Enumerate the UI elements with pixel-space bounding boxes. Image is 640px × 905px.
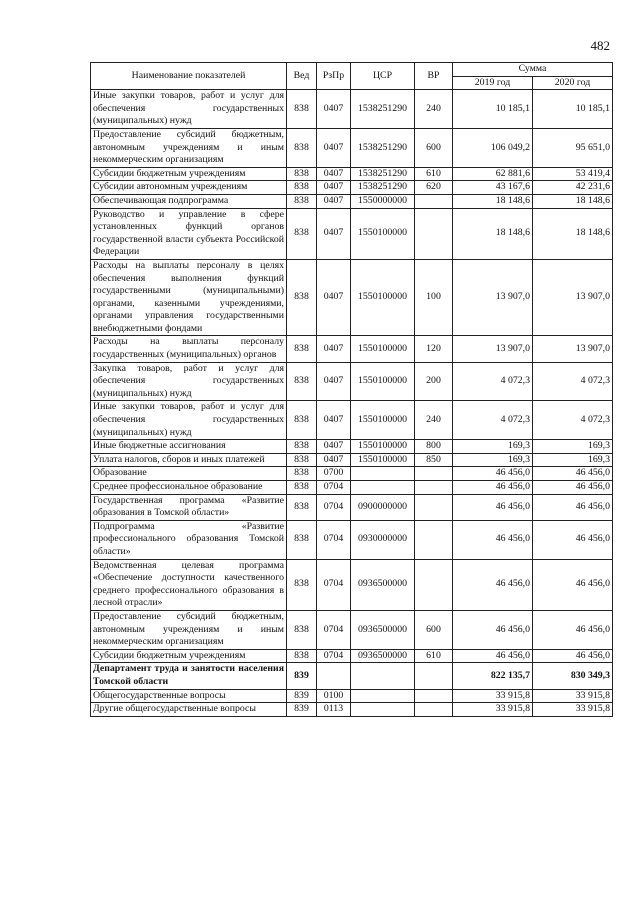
cell-2019: 46 456,0: [453, 520, 533, 559]
cell-ved: 838: [287, 208, 317, 259]
cell-name: Предоставление субсидий бюджетным, автономным учреждениям и иным некоммерческим организациям: [91, 610, 287, 649]
cell-csr: 1550100000: [351, 401, 415, 440]
cell-2020: 46 456,0: [533, 494, 613, 520]
cell-2019: 18 148,6: [453, 208, 533, 259]
cell-rzpr: 0407: [317, 90, 351, 129]
cell-2020: 4 072,3: [533, 401, 613, 440]
cell-vr: 800: [415, 440, 453, 454]
cell-csr: 1538251290: [351, 167, 415, 181]
header-sum: Сумма: [453, 63, 613, 77]
cell-csr: 0900000000: [351, 494, 415, 520]
header-2020: 2020 год: [533, 76, 613, 90]
cell-vr: 620: [415, 181, 453, 195]
cell-csr: [351, 467, 415, 481]
cell-rzpr: 0704: [317, 494, 351, 520]
cell-vr: [415, 663, 453, 689]
cell-rzpr: 0407: [317, 167, 351, 181]
cell-2020: 95 651,0: [533, 128, 613, 167]
cell-ved: 839: [287, 663, 317, 689]
cell-ved: 838: [287, 649, 317, 663]
cell-name: Иные закупки товаров, работ и услуг для обеспечения государственных (муниципальных) нужд: [91, 90, 287, 129]
cell-2020: 13 907,0: [533, 259, 613, 336]
cell-ved: 838: [287, 467, 317, 481]
cell-csr: 1538251290: [351, 128, 415, 167]
table-row: [91, 520, 613, 559]
cell-ved: 838: [287, 259, 317, 336]
cell-2019: 18 148,6: [453, 194, 533, 208]
cell-2019: 46 456,0: [453, 467, 533, 481]
cell-csr: 0930000000: [351, 520, 415, 559]
cell-rzpr: 0704: [317, 649, 351, 663]
cell-vr: 240: [415, 401, 453, 440]
cell-rzpr: 0407: [317, 128, 351, 167]
cell-rzpr: 0704: [317, 520, 351, 559]
cell-name: Субсидии бюджетным учреждениям: [91, 167, 287, 181]
cell-2019: 33 915,8: [453, 689, 533, 703]
cell-vr: 100: [415, 259, 453, 336]
table-row: [91, 467, 613, 481]
cell-csr: 1550100000: [351, 453, 415, 467]
cell-csr: [351, 481, 415, 495]
cell-name: Государственная программа «Развитие образования в Томской области»: [91, 494, 287, 520]
cell-ved: 838: [287, 481, 317, 495]
cell-rzpr: 0407: [317, 401, 351, 440]
cell-csr: [351, 703, 415, 717]
table-row: [91, 689, 613, 703]
cell-rzpr: 0407: [317, 208, 351, 259]
cell-ved: 838: [287, 440, 317, 454]
table-row: [91, 401, 613, 440]
cell-name: Образование: [91, 467, 287, 481]
cell-vr: [415, 208, 453, 259]
cell-csr: 1538251290: [351, 90, 415, 129]
table-row: [91, 453, 613, 467]
cell-2019: 10 185,1: [453, 90, 533, 129]
cell-vr: [415, 520, 453, 559]
cell-vr: [415, 194, 453, 208]
cell-csr: [351, 663, 415, 689]
cell-name: Иные закупки товаров, работ и услуг для обеспечения государственных (муниципальных) нужд: [91, 401, 287, 440]
cell-csr: 0936500000: [351, 649, 415, 663]
cell-name: Расходы на выплаты персоналу государственных (муниципальных) органов: [91, 336, 287, 362]
cell-2020: 46 456,0: [533, 481, 613, 495]
cell-2019: 62 881,6: [453, 167, 533, 181]
cell-rzpr: 0113: [317, 703, 351, 717]
cell-2019: 4 072,3: [453, 401, 533, 440]
cell-vr: 850: [415, 453, 453, 467]
cell-rzpr: 0407: [317, 453, 351, 467]
header-csr: ЦСР: [351, 63, 415, 90]
cell-2019: 169,3: [453, 440, 533, 454]
cell-2019: 13 907,0: [453, 259, 533, 336]
header-ved: Вед: [287, 63, 317, 90]
cell-ved: 838: [287, 401, 317, 440]
cell-vr: [415, 494, 453, 520]
table-row: [91, 336, 613, 362]
header-vr: ВР: [415, 63, 453, 90]
cell-name: Обеспечивающая подпрограмма: [91, 194, 287, 208]
table-row: [91, 362, 613, 401]
cell-rzpr: 0407: [317, 362, 351, 401]
cell-vr: 120: [415, 336, 453, 362]
cell-ved: 838: [287, 336, 317, 362]
cell-name: Другие общегосударственные вопросы: [91, 703, 287, 717]
cell-vr: 600: [415, 128, 453, 167]
cell-rzpr: 0704: [317, 610, 351, 649]
cell-2019: 33 915,8: [453, 703, 533, 717]
cell-ved: 838: [287, 559, 317, 610]
table-row: [91, 494, 613, 520]
cell-rzpr: 0704: [317, 559, 351, 610]
cell-vr: [415, 689, 453, 703]
cell-2019: 46 456,0: [453, 481, 533, 495]
cell-rzpr: 0100: [317, 689, 351, 703]
cell-rzpr: 0704: [317, 481, 351, 495]
cell-csr: 1538251290: [351, 181, 415, 195]
cell-ved: 838: [287, 194, 317, 208]
cell-2020: 46 456,0: [533, 559, 613, 610]
cell-name: Предоставление субсидий бюджетным, автономным учреждениям и иным некоммерческим организациям: [91, 128, 287, 167]
cell-vr: 240: [415, 90, 453, 129]
cell-ved: 838: [287, 90, 317, 129]
page-number: 482: [590, 38, 610, 53]
cell-rzpr: 0407: [317, 440, 351, 454]
table-header: [91, 63, 613, 90]
cell-2019: 13 907,0: [453, 336, 533, 362]
cell-2019: 43 167,6: [453, 181, 533, 195]
cell-2020: 13 907,0: [533, 336, 613, 362]
cell-2020: 33 915,8: [533, 703, 613, 717]
cell-vr: [415, 559, 453, 610]
cell-2020: 33 915,8: [533, 689, 613, 703]
cell-2019: 46 456,0: [453, 649, 533, 663]
cell-ved: 839: [287, 703, 317, 717]
cell-2020: 46 456,0: [533, 520, 613, 559]
cell-csr: 1550000000: [351, 194, 415, 208]
cell-rzpr: 0700: [317, 467, 351, 481]
cell-2020: 46 456,0: [533, 467, 613, 481]
cell-2020: 830 349,3: [533, 663, 613, 689]
cell-2019: 46 456,0: [453, 559, 533, 610]
table-row: [91, 167, 613, 181]
table-row: [91, 610, 613, 649]
cell-name: Среднее профессиональное образование: [91, 481, 287, 495]
cell-2020: 18 148,6: [533, 208, 613, 259]
table-row: [91, 128, 613, 167]
cell-ved: 839: [287, 689, 317, 703]
cell-vr: 610: [415, 649, 453, 663]
cell-vr: 200: [415, 362, 453, 401]
cell-csr: 1550100000: [351, 362, 415, 401]
cell-csr: [351, 689, 415, 703]
table-row: [91, 259, 613, 336]
cell-name: Уплата налогов, сборов и иных платежей: [91, 453, 287, 467]
table-row: [91, 208, 613, 259]
cell-name: Руководство и управление в сфере установленных функций органов государственной власти субъекта Российской Федерации: [91, 208, 287, 259]
cell-ved: 838: [287, 128, 317, 167]
cell-name: Департамент труда и занятости населения Томской области: [91, 663, 287, 689]
cell-2020: 53 419,4: [533, 167, 613, 181]
cell-2020: 18 148,6: [533, 194, 613, 208]
cell-ved: 838: [287, 167, 317, 181]
cell-rzpr: 0407: [317, 336, 351, 362]
cell-vr: [415, 467, 453, 481]
cell-2019: 46 456,0: [453, 494, 533, 520]
table-row: [91, 663, 613, 689]
cell-csr: 0936500000: [351, 610, 415, 649]
cell-csr: 1550100000: [351, 440, 415, 454]
cell-ved: 838: [287, 494, 317, 520]
cell-ved: 838: [287, 453, 317, 467]
cell-2019: 822 135,7: [453, 663, 533, 689]
cell-2020: 169,3: [533, 440, 613, 454]
cell-2019: 46 456,0: [453, 610, 533, 649]
cell-2020: 169,3: [533, 453, 613, 467]
cell-name: Ведомственная целевая программа «Обеспечение доступности качественного среднего профессионального образования в лесной отрасли»: [91, 559, 287, 610]
cell-csr: 0936500000: [351, 559, 415, 610]
cell-rzpr: 0407: [317, 259, 351, 336]
cell-vr: [415, 703, 453, 717]
cell-2020: 42 231,6: [533, 181, 613, 195]
table-row: [91, 703, 613, 717]
cell-ved: 838: [287, 362, 317, 401]
cell-name: Закупка товаров, работ и услуг для обеспечения государственных (муниципальных) нужд: [91, 362, 287, 401]
cell-vr: [415, 481, 453, 495]
cell-name: Расходы на выплаты персоналу в целях обеспечения выполнения функций государственными (муниципальными) органами, казенными учреждениями, органами управления государственными внебюджетными фондами: [91, 259, 287, 336]
budget-table: [90, 62, 613, 717]
header-2019: 2019 год: [453, 76, 533, 90]
cell-csr: 1550100000: [351, 336, 415, 362]
cell-name: Субсидии бюджетным учреждениям: [91, 649, 287, 663]
table-row: [91, 194, 613, 208]
cell-2020: 10 185,1: [533, 90, 613, 129]
cell-name: Подпрограмма «Развитие профессионального образования Томской области»: [91, 520, 287, 559]
table-row: [91, 559, 613, 610]
cell-ved: 838: [287, 520, 317, 559]
cell-csr: 1550100000: [351, 208, 415, 259]
table-row: [91, 440, 613, 454]
cell-rzpr: [317, 663, 351, 689]
cell-ved: 838: [287, 181, 317, 195]
cell-2019: 169,3: [453, 453, 533, 467]
cell-2019: 106 049,2: [453, 128, 533, 167]
table-row: [91, 481, 613, 495]
cell-csr: 1550100000: [351, 259, 415, 336]
header-rzpr: РзПр: [317, 63, 351, 90]
cell-2020: 46 456,0: [533, 610, 613, 649]
cell-vr: 600: [415, 610, 453, 649]
table-row: [91, 649, 613, 663]
cell-rzpr: 0407: [317, 181, 351, 195]
table-row: [91, 90, 613, 129]
table-row: [91, 181, 613, 195]
table-body: [91, 90, 613, 717]
cell-ved: 838: [287, 610, 317, 649]
header-name: Наименование показателей: [91, 63, 287, 90]
cell-name: Общегосударственные вопросы: [91, 689, 287, 703]
cell-name: Субсидии автономным учреждениям: [91, 181, 287, 195]
cell-2020: 4 072,3: [533, 362, 613, 401]
cell-rzpr: 0407: [317, 194, 351, 208]
cell-vr: 610: [415, 167, 453, 181]
cell-2019: 4 072,3: [453, 362, 533, 401]
cell-2020: 46 456,0: [533, 649, 613, 663]
cell-name: Иные бюджетные ассигнования: [91, 440, 287, 454]
